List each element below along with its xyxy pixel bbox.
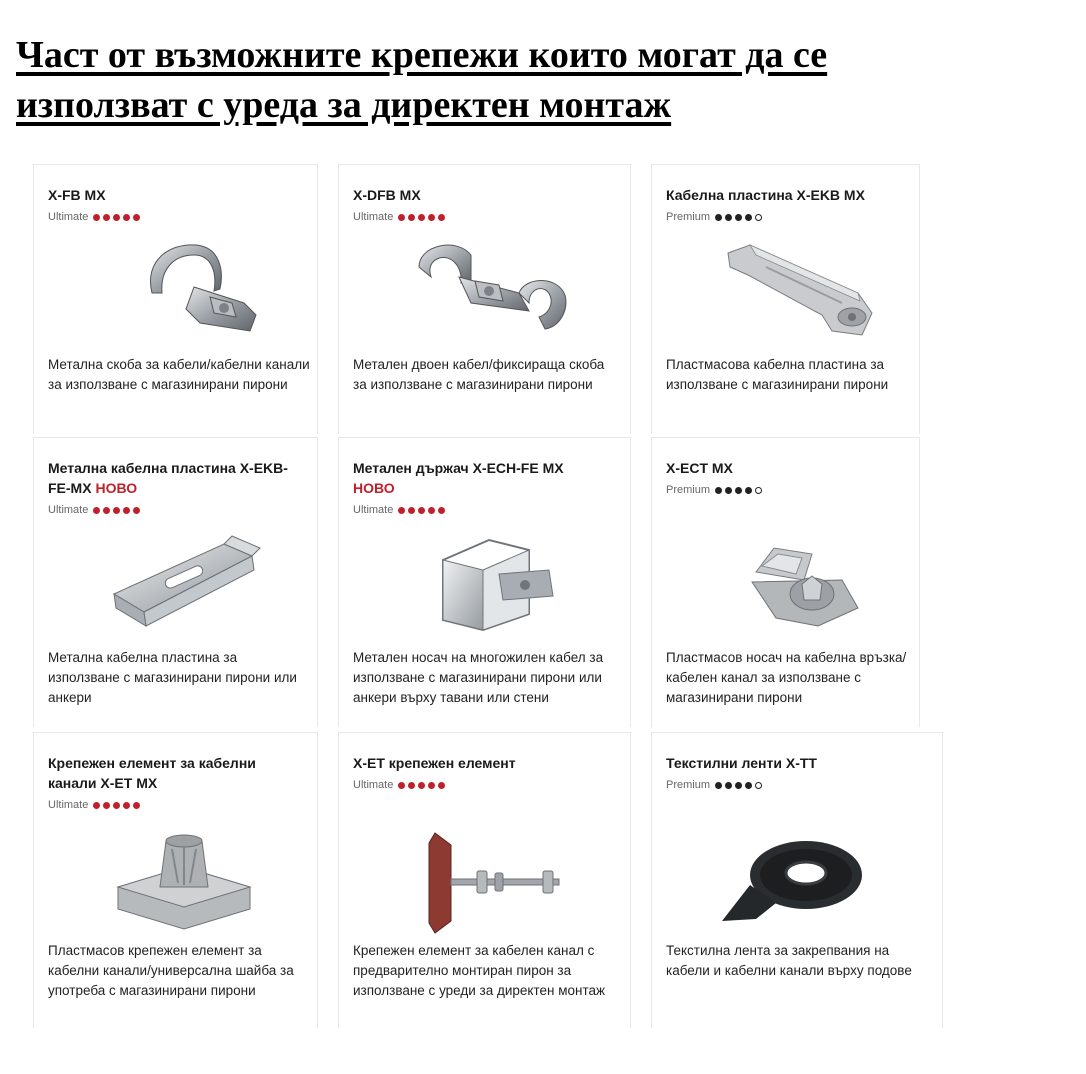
rating-dot-filled (428, 507, 435, 514)
rating-dot-filled (408, 507, 415, 514)
tier-label: Ultimate (48, 504, 89, 516)
product-description: Текстилна лента за закрепвания на кабели и кабелни канали върху подове (666, 943, 912, 978)
product-card-x-ect-mx[interactable] (651, 437, 920, 727)
plastic-tie-holder-icon[interactable] (692, 530, 902, 650)
rating-dot-filled (123, 507, 130, 514)
product-description: Крепежен елемент за кабелен канал с предварително монтиран пирон за използване с уреди за директен монтаж (353, 943, 606, 998)
rating-dot-filled (103, 802, 110, 809)
rating (48, 799, 140, 811)
product-description: Метална скоба за кабели/кабелни канали за използване с магазинирани пирони (48, 357, 310, 392)
product-title-text[interactable]: Текстилни ленти X-TT (666, 755, 817, 771)
rating-dot-filled (438, 507, 445, 514)
tier-label: Ultimate (353, 211, 394, 223)
metal-cable-clamp-icon[interactable] (74, 231, 284, 351)
textile-tape-roll-icon[interactable] (692, 825, 902, 945)
product-title-text[interactable]: X-ET крепежен елемент (353, 755, 516, 771)
rating (353, 779, 445, 791)
page-heading (16, 30, 1076, 130)
product-title[interactable] (353, 458, 603, 498)
rating-dot-filled (725, 782, 732, 789)
rating-dot-filled (735, 782, 742, 789)
rating (353, 211, 445, 223)
product-title-text[interactable]: X-DFB MX (353, 187, 421, 203)
rating-dot-filled (418, 782, 425, 789)
rating-dot-filled (418, 507, 425, 514)
rating-dot-filled (133, 507, 140, 514)
metal-cable-plate-icon[interactable] (74, 530, 284, 650)
rating-dot-empty (755, 487, 762, 494)
product-description: Метален носач на многожилен кабел за използване с магазинирани пирони или анкери върху тавани или стени (353, 650, 604, 705)
product-title[interactable] (48, 458, 298, 498)
new-badge: НОВО (95, 480, 138, 496)
product-title[interactable] (666, 753, 916, 773)
rating-dot-filled (715, 214, 722, 221)
product-description: Пластмасов носач на кабелна връзка/кабелен канал за използване с магазинирани пирони (666, 650, 907, 705)
rating-dot-empty (755, 782, 762, 789)
tier-label: Ultimate (48, 211, 89, 223)
rating-dot-filled (113, 214, 120, 221)
rating-dot-filled (123, 214, 130, 221)
rating-dot-filled (735, 214, 742, 221)
rating-dot-filled (123, 802, 130, 809)
product-title[interactable] (353, 753, 603, 773)
rating-dot-filled (725, 487, 732, 494)
metal-holder-icon[interactable] (379, 530, 589, 650)
product-card-x-et-mx[interactable] (33, 732, 318, 1028)
rating-dot-filled (745, 487, 752, 494)
product-title-text[interactable]: Кабелна пластина X-EKB MX (666, 187, 865, 203)
rating-dot-filled (398, 214, 405, 221)
product-title[interactable] (48, 185, 298, 205)
heading-line-2: използват с уреда за директен монтаж (16, 84, 672, 126)
product-description: Метална кабелна пластина за използване с магазинирани пирони или анкери (48, 650, 297, 705)
rating-dot-filled (113, 507, 120, 514)
rating-dot-filled (715, 487, 722, 494)
rating (666, 779, 762, 791)
rating (48, 504, 140, 516)
product-description: Пластмасова кабелна пластина за използване с магазинирани пирони (666, 357, 889, 392)
rating-dot-filled (103, 214, 110, 221)
tier-label: Premium (666, 211, 711, 223)
product-title[interactable] (666, 185, 916, 205)
rating-dot-filled (103, 507, 110, 514)
rating-dot-filled (408, 214, 415, 221)
rating-dot-filled (745, 782, 752, 789)
tier-label: Premium (666, 484, 711, 496)
tier-label: Ultimate (48, 799, 89, 811)
rating (48, 211, 140, 223)
product-card-x-dfb-mx[interactable] (338, 164, 631, 434)
rating-dot-filled (428, 782, 435, 789)
product-title[interactable] (666, 458, 916, 478)
rating-dot-filled (418, 214, 425, 221)
rating (353, 504, 445, 516)
rating-dot-filled (408, 782, 415, 789)
rating-dot-filled (93, 214, 100, 221)
tier-label: Premium (666, 779, 711, 791)
rating-dot-filled (93, 507, 100, 514)
product-description: Метален двоен кабел/фиксираща скоба за използване с магазинирани пирони (353, 357, 605, 392)
plastic-cable-plate-icon[interactable] (692, 231, 902, 351)
tier-label: Ultimate (353, 779, 394, 791)
product-title-text[interactable]: X-ECT MX (666, 460, 733, 476)
rating-dot-filled (438, 214, 445, 221)
rating-dot-filled (133, 802, 140, 809)
rating-dot-filled (428, 214, 435, 221)
product-title-text[interactable]: X-FB MX (48, 187, 106, 203)
rating-dot-filled (133, 214, 140, 221)
rating-dot-filled (745, 214, 752, 221)
rating-dot-filled (735, 487, 742, 494)
premounted-nail-fastener-icon[interactable] (379, 825, 589, 945)
product-title[interactable] (353, 185, 603, 205)
new-badge: НОВО (353, 480, 395, 496)
rating-dot-filled (725, 214, 732, 221)
plastic-fastener-icon[interactable] (74, 825, 284, 945)
rating-dot-filled (93, 802, 100, 809)
product-card-x-ech-fe-mx[interactable] (338, 437, 631, 727)
product-card-x-ekb-mx[interactable] (651, 164, 920, 434)
rating (666, 484, 762, 496)
rating-dot-filled (113, 802, 120, 809)
product-title-text[interactable]: Метална кабелна пластина X-EKB-FE-MX (48, 460, 288, 496)
product-card-x-ekb-fe-mx[interactable] (33, 437, 318, 727)
tier-label: Ultimate (353, 504, 394, 516)
product-title-text[interactable]: Крепежен елемент за кабелни канали X-ET MX (48, 755, 256, 791)
product-title-text[interactable]: Метален държач X-ECH-FE MX (353, 460, 564, 476)
product-title[interactable] (48, 753, 298, 793)
rating-dot-filled (715, 782, 722, 789)
product-description: Пластмасов крепежен елемент за кабелни канали/универсална шайба за употреба с магазинирани пирони (48, 943, 294, 998)
rating-dot-filled (398, 507, 405, 514)
product-card-x-fb-mx[interactable] (33, 164, 318, 434)
rating-dot-filled (398, 782, 405, 789)
product-card-x-tt[interactable] (651, 732, 943, 1028)
rating (666, 211, 762, 223)
rating-dot-empty (755, 214, 762, 221)
double-cable-clamp-icon[interactable] (379, 231, 589, 351)
rating-dot-filled (438, 782, 445, 789)
product-card-x-et[interactable] (338, 732, 631, 1028)
heading-line-1: Част от възможните крепежи които могат да се (16, 34, 828, 76)
